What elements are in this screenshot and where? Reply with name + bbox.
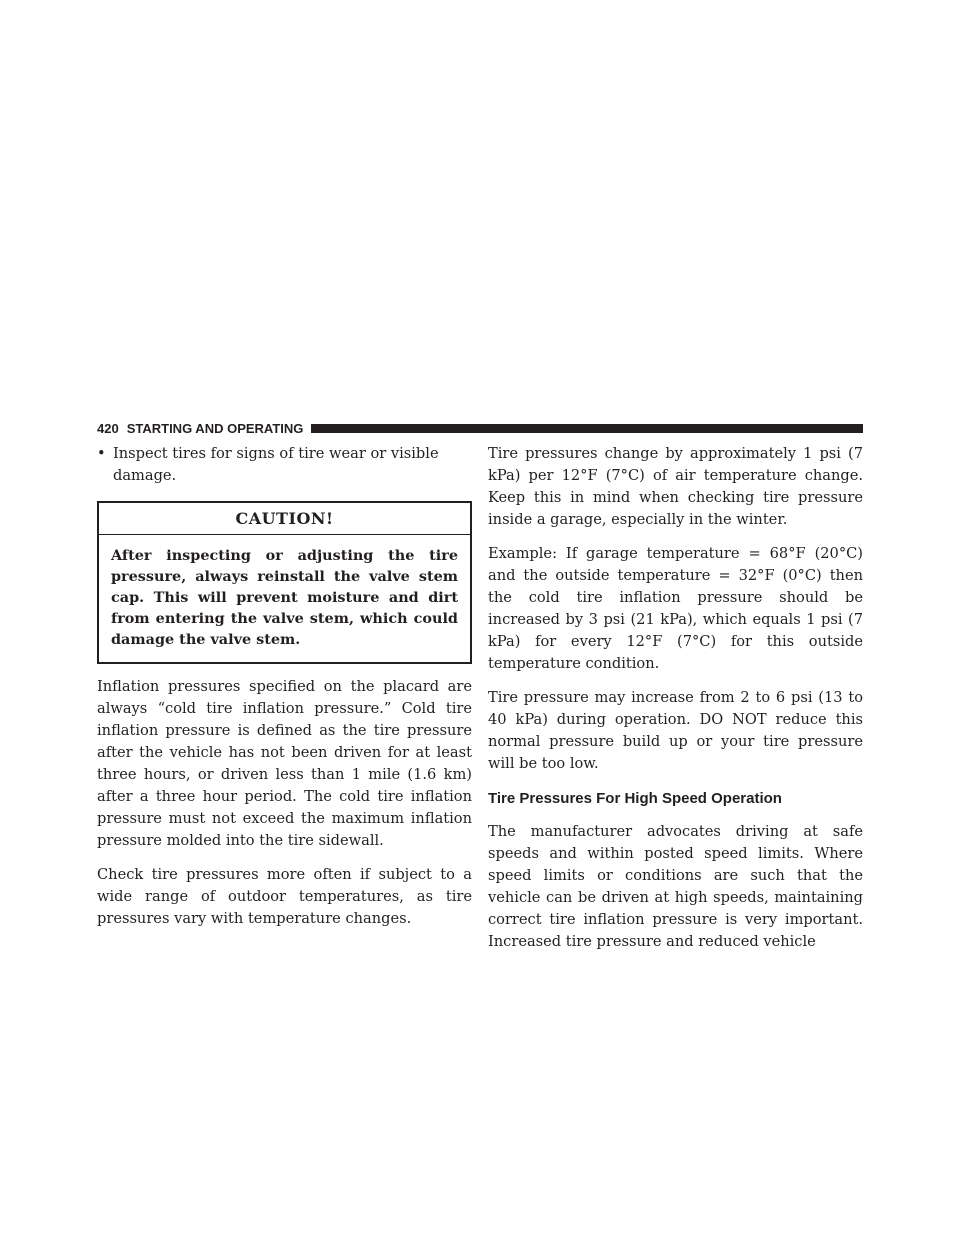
bullet-text: Inspect tires for signs of tire wear or visible damage. <box>113 445 439 484</box>
subheading-high-speed: Tire Pressures For High Speed Operation <box>488 790 782 807</box>
page-header <box>97 417 863 439</box>
caution-title: CAUTION! <box>99 503 470 535</box>
page-number: 420 <box>97 420 119 436</box>
paragraph-example: Example: If garage temperature = 68°F (20°C) and the outside temperature = 32°F (0°C) then the cold tire inflation pressure should be increased by 3 psi (21 kPa), which equals 1 psi (7 kPa) for every 12°F (7°C) for this outside temperature condition. <box>488 545 863 672</box>
section-title: STARTING AND OPERATING <box>126 420 304 436</box>
paragraph-check-tire-pressures: Check tire pressures more often if subject to a wide range of outdoor temperatures, as tire pressures vary with temperature changes. <box>97 866 472 927</box>
bullet-item <box>97 443 472 487</box>
caution-body: After inspecting or adjusting the tire pressure, always reinstall the valve stem cap. This will prevent moisture and dirt from entering the valve stem, which could damage the valve stem. <box>111 547 458 648</box>
paragraph-high-speed: The manufacturer advocates driving at safe speeds and within posted speed limits. Where speed limits or conditions are such that the vehicle can be driven at high speeds, maintaining correct tire inflation pressure is very important. Increased tire pressure and reduced vehicle <box>488 823 863 950</box>
paragraph-pressure-change: Tire pressures change by approximately 1 psi (7 kPa) per 12°F (7°C) of air temperature change. Keep this in mind when checking tire pressure inside a garage, especially in the winter. <box>488 445 863 528</box>
caution-box <box>97 501 472 664</box>
left-column <box>97 443 472 942</box>
paragraph-pressure-increase: Tire pressure may increase from 2 to 6 psi (13 to 40 kPa) during operation. DO NOT reduce this normal pressure build up or your tire pressure will be too low. <box>488 689 863 772</box>
bullet-icon: • <box>97 445 106 462</box>
right-column <box>488 443 863 965</box>
paragraph-inflation-pressures: Inflation pressures specified on the placard are always “cold tire inflation pressure.” Cold tire inflation pressure is defined as the tire pressure after the vehicle has not been driven for at least three hours, or driven less than 1 mile (1.6 km) after a three hour period. The cold tire inflation pressure must not exceed the maximum inflation pressure molded into the tire sidewall. <box>97 678 472 849</box>
header-rule <box>311 424 863 433</box>
